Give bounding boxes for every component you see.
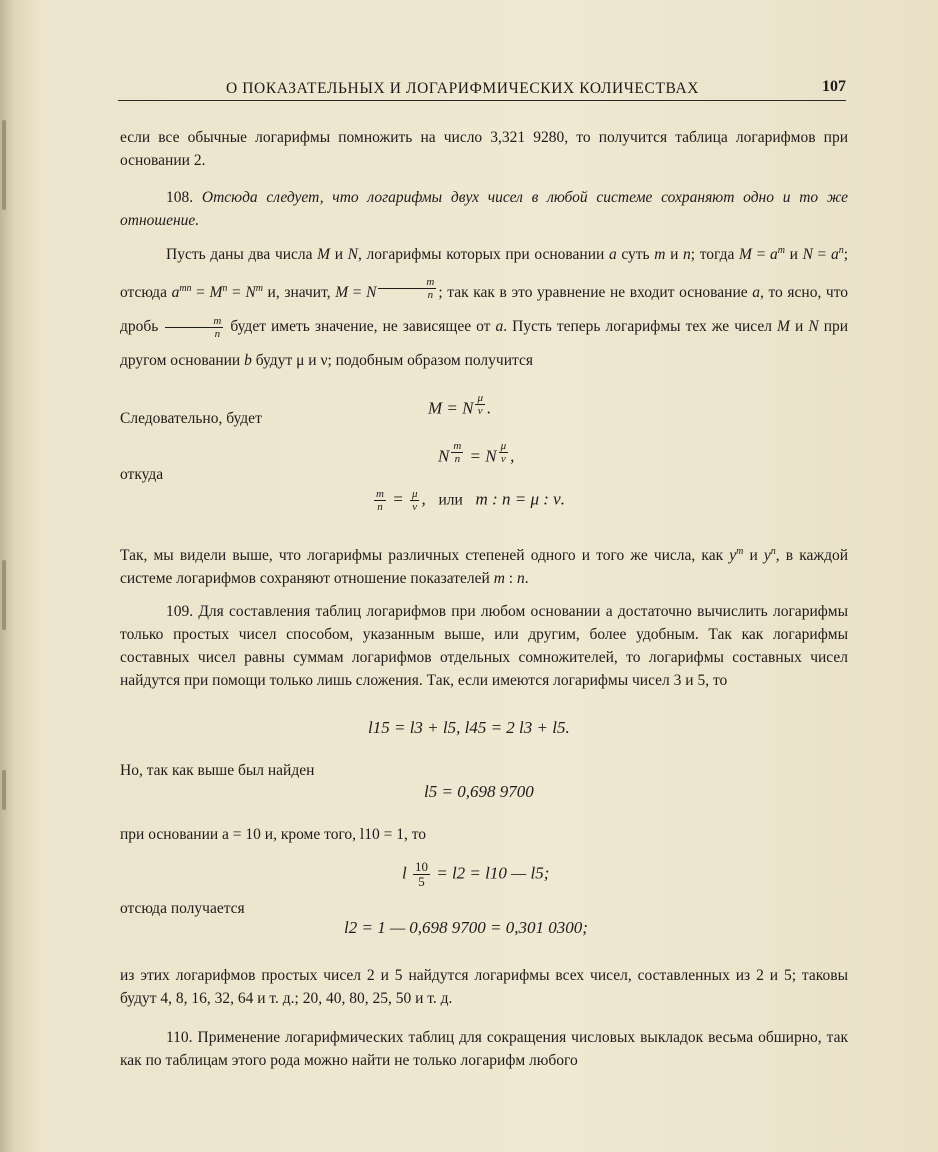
section-number: 110. [166,1029,193,1046]
found-label: Но, так как выше был найден [120,762,315,779]
formula-l5: l5 = 0,698 9700 [424,782,534,801]
formula-l2-rest: = l2 = l10 — l5; [436,863,550,883]
text-run: так как в это уравнение не входит основание [447,284,748,302]
text-run: логарифмы которых при основании [366,246,605,264]
section-number: 109. [166,603,194,620]
section-108-conclusion: Так, мы видели выше, что логарифмы различных степеней одного и того же числа, как $y^m$ и $y^n$, в каждой системе логарифмов сохраняют отношение показателей m : n. [120,546,849,588]
text-run: будет иметь значение, не зависящее от [230,318,491,336]
whence-label: откуда [120,466,164,483]
section-108-body: Пусть даны два числа M и N, логарифмы которых при основании a суть m и n; тогда $M = a^m$ и $N = a^n$; отсюда $a^{mn} = M^n = N^m$ и, значит, M = N $^{\frac{m}{n}}$ ; так как в это уравнение не входит основание a, то ясно, что дробь $\frac{m}{n}$ будет иметь значение, не зависящее от a. Пусть теперь логарифмы тех же чисел M и N при другом основании b будут μ и ν; подобным образом получится [120,245,849,370]
section-number: 108. [166,189,194,206]
text-run: Для составления таблиц логарифмов при любом основании a достаточно вычислить логарифмы только простых чисел способом, указанным выше, или другим, более удобным. Так как логарифмы составных чисел равны суммам логарифмов отдельных сомножителей, то логарифмы составных чисел найдутся при помощи только лишь сложения. Так, если имеются логарифмы чисел 3 и 5, то [120,603,848,689]
text-run: будут [255,352,293,370]
spine-mark [2,770,6,810]
section-109-last: из этих логарифмов простых чисел 2 и 5 найдутся логарифмы всех чисел, составленных из 2 и 5; таковы будут 4, 8, 16, 32, 64 и т. д.; 20, 40, 80, 25, 50 и т. д. [120,967,848,1007]
header-title: О ПОКАЗАТЕЛЬНЫХ И ЛОГАРИФМИЧЕСКИХ КОЛИЧЕСТВАХ [226,80,700,97]
or-label: или [438,491,463,509]
hence-label: отсюда получается [120,900,245,917]
text-run: то ясно, что дробь [120,284,849,336]
running-header [118,78,846,101]
formula-ratio: $\frac{m}{n}$ = $\frac{\mu}{\nu}$ , или m : n = μ : ν. [376,488,565,513]
text-run: суть [621,246,650,264]
paragraph-top: если все обычные логарифмы помножить на число 3,321 9280, то получится таблица логарифмов при основании 2. [120,129,848,169]
formula-l2-value: l2 = 1 — 0,698 9700 = 0,301 0300; [344,918,588,937]
text-run: подобным образом получится [335,352,533,370]
formula-m-eq-n-pow: M = N $^{\frac{\mu}{\nu}}$ . [428,392,492,418]
page-number: 107 [822,78,846,95]
section-108-heading [120,186,848,232]
text-run: тогда [699,246,735,264]
section-110-body [120,1026,848,1072]
theorem-text: Отсюда следует, что логарифмы двух чисел в любой системе сохраняют одно и то же отношение. [120,189,849,229]
text-run: Пусть даны два числа [166,246,313,264]
spine-mark [2,120,6,210]
formula-l2: l $\frac{10}{5}$ = l2 = l10 — l5; [402,859,550,889]
text-run: Пусть теперь логарифмы тех же чисел [512,318,772,336]
text-run: отсюда [120,284,167,302]
text-run: Так, мы видели выше, что логарифмы различных степеней одного и того же числа, как [120,547,724,565]
section-109-body [120,600,848,692]
spine-mark [2,560,6,630]
text-run: в каждой системе логарифмов сохраняют отношение показателей [120,547,849,588]
consequently-label: Следовательно, будет [120,410,262,427]
base-line: при основании a = 10 и, кроме того, l10 = 1, то [120,826,427,843]
formula-power-equality: N $^{\frac{m}{n}}$ = N $^{\frac{\mu}{\nu}}$ , [438,440,515,466]
text-run: значит, [284,284,331,302]
formula-l15-l45: l15 = l3 + l5, l45 = 2 l3 + l5. [368,718,570,737]
text-run: при другом основании [120,318,849,370]
text-run: Применение логарифмических таблиц для сокращения числовых выкладок весьма обширно, так как по таблицам этого рода можно найти не только логарифм любого [120,1029,848,1069]
